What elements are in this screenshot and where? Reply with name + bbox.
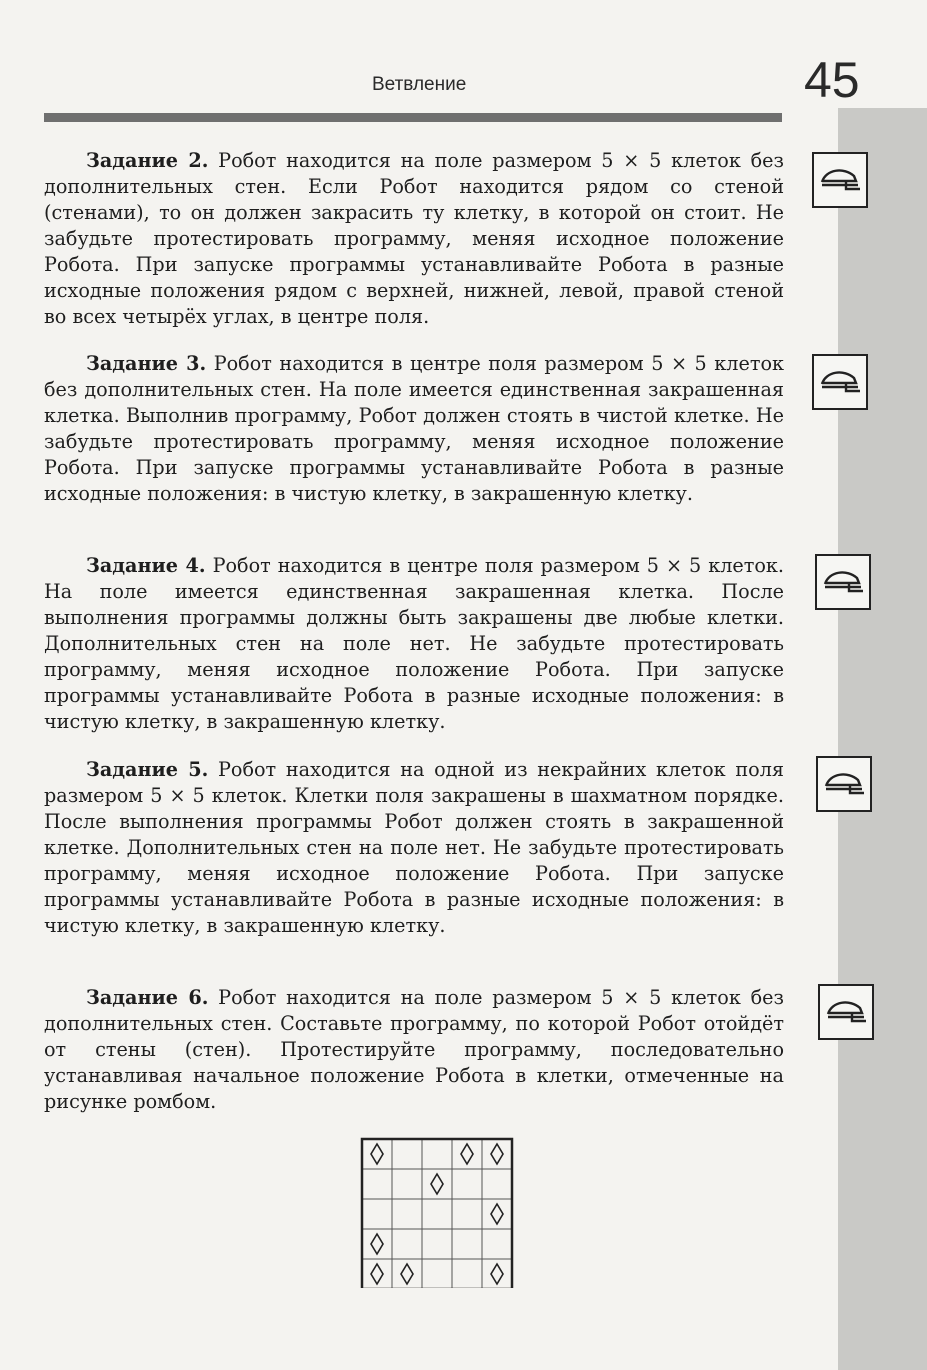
- task-4-text: Робот находится в центре поля размером 5 × 5 клеток. На поле имеется единственная закрашенная клетка. После выполнения программы должны быть закрашены две любые клетки. Дополнительных стен на поле нет. Не забудьте протестировать программу, меняя исходное положение Робота. При запуске программы устанавливайте Робота в разные исходные положения: в чистую клетку, в закрашенную клетку.: [44, 554, 784, 733]
- diamond-marker: [371, 1264, 383, 1284]
- task-3-label: Задание 3.: [86, 352, 207, 375]
- robot-field-grid: [360, 1137, 514, 1288]
- task-2: [44, 148, 784, 330]
- computer-mouse-icon: [815, 554, 871, 610]
- header-rule: [44, 113, 782, 122]
- field-border: [362, 1139, 512, 1288]
- computer-mouse-icon: [812, 354, 868, 410]
- side-strip: [838, 108, 927, 1370]
- task-6-label: Задание 6.: [86, 986, 209, 1009]
- task-5: [44, 757, 784, 939]
- diamond-marker: [371, 1234, 383, 1254]
- task-2-text: Робот находится на поле размером 5 × 5 клеток без дополнительных стен. Если Робот находится рядом со стеной (стенами), то он должен закрасить ту клетку, в которой он стоит. Не забудьте протестировать программу, меняя исходное положение Робота. При запуске программы устанавливайте Робота в разные исходные положения рядом с верхней, нижней, левой, правой стеной во всех четырёх углах, в центре поля.: [44, 149, 784, 328]
- diamond-marker: [491, 1204, 503, 1224]
- diamond-marker: [491, 1264, 503, 1284]
- diamond-marker: [491, 1144, 503, 1164]
- task-6: [44, 985, 784, 1115]
- task-3: [44, 351, 784, 507]
- task-5-label: Задание 5.: [86, 758, 209, 781]
- task-4: [44, 553, 784, 735]
- diamond-marker: [371, 1144, 383, 1164]
- computer-mouse-icon: [812, 152, 868, 208]
- computer-mouse-icon: [816, 756, 872, 812]
- task-6-text: Робот находится на поле размером 5 × 5 клеток без дополнительных стен. Составьте программу, по которой Робот отойдёт от стены (стен). Протестируйте программу, последовательно устанавливая начальное положение Робота в клетки, отмеченные на рисунке ромбом.: [44, 986, 784, 1113]
- diamond-marker: [431, 1174, 443, 1194]
- task-3-text: Робот находится в центре поля размером 5 × 5 клеток без дополнительных стен. На поле имеется единственная закрашенная клетка. Выполнив программу, Робот должен стоять в чистой клетке. Не забудьте протестировать программу, меняя исходное положение Робота. При запуске программы устанавливайте Робота в разные исходные положения: в чистую клетку, в закрашенную клетку.: [44, 352, 785, 505]
- task-5-text: Робот находится на одной из некрайних клеток поля размером 5 × 5 клеток. Клетки поля закрашены в шахматном порядке. После выполнения программы Робот должен стоять в закрашенной клетке. Дополнительных стен на поле нет. Не забудьте протестировать программу, меняя исходное положение Робота. При запуске программы устанавливайте Робота в разные исходные положения: в чистую клетку, в закрашенную клетку.: [44, 758, 784, 937]
- computer-mouse-icon: [818, 984, 874, 1040]
- running-title: Ветвление: [372, 74, 467, 95]
- page-number: 45: [804, 52, 860, 108]
- diamond-marker: [401, 1264, 413, 1284]
- task-4-label: Задание 4.: [86, 554, 206, 577]
- task-2-label: Задание 2.: [86, 149, 209, 172]
- diamond-marker: [461, 1144, 473, 1164]
- robot-field-figure: [360, 1137, 514, 1288]
